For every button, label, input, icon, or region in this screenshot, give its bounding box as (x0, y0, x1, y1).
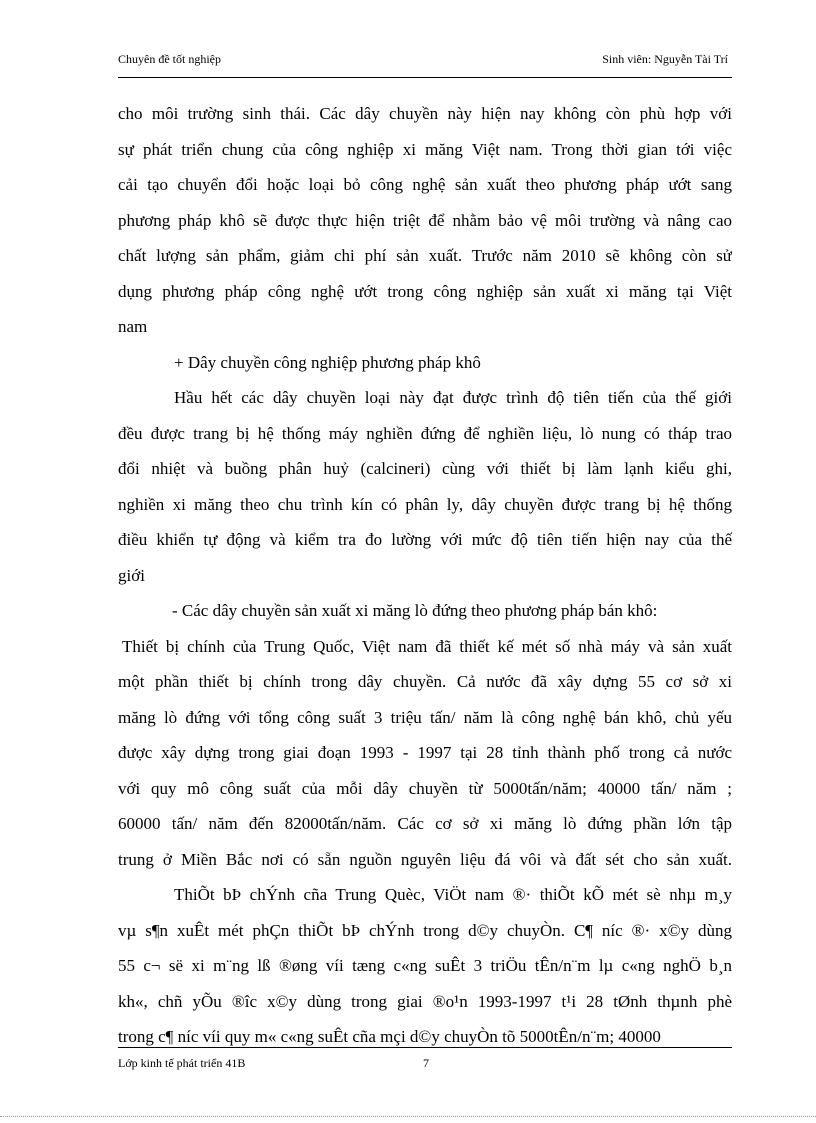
text-line: được xây dựng trong giai đoạn 1993 - 1997 tại 28 tỉnh thành phố trong cả nước (118, 743, 732, 762)
text-line: trung ở Miền Bắc nơi có sẵn nguồn nguyên liệu đá vôi và đất sét cho sản xuất. (118, 849, 732, 869)
header-student-name: Sinh viên: Nguyễn Tài Trí (602, 52, 728, 66)
footer-class-name: Lớp kinh tế phát triển 41B (118, 1056, 246, 1070)
text-line: điều khiển tự động và kiểm tra đo lường với mức độ tiên tiến hiện nay của thế (118, 530, 732, 549)
text-line: 60000 tấn/ năm đến 82000tấn/năm. Các cơ sở xi măng lò đứng phần lớn tập (118, 814, 732, 833)
text-line: + Dây chuyền công nghiệp phương pháp khô (174, 352, 481, 372)
text-line: trong c¶ níc víi quy m« c«ng suÊt cña mçi d©y chuyÒn tõ 5000tÊn/n¨m; 40000 (118, 1027, 661, 1046)
text-line: nghiền xi măng theo chu trình kín có phân ly, dây chuyền được trang bị hệ thống (118, 494, 732, 514)
footer-rule (118, 1047, 732, 1048)
text-line: một phần thiết bị chính trong dây chuyền. Cả nước đã xây dựng 55 cơ sở xi (118, 672, 732, 691)
text-line: Thiết bị chính của Trung Quốc, Việt nam đã thiết kế mét số nhà máy và sản xuất (122, 636, 732, 656)
text-line: nam (118, 317, 148, 336)
document-body (118, 96, 732, 1055)
text-line: vµ s¶n xuÊt mét phÇn thiÕt bÞ chÝnh trong d©y chuyÒn. C¶ níc ®· x©y dùng (118, 920, 732, 940)
text-line: kh«, chñ yÕu ®îc x©y dùng trong giai ®o¹n 1993-1997 t¹i 28 tØnh thµnh phè (118, 991, 732, 1011)
page-header (118, 52, 732, 74)
text-line: ThiÕt bÞ chÝnh cña Trung Quèc, ViÖt nam ®· thiÕt kÕ mét sè nhµ m¸y (174, 885, 732, 904)
text-line: dụng phương pháp công nghệ ướt trong công nghiệp sản xuất xi măng tại Việt (118, 281, 732, 301)
text-line: đổi nhiệt và buồng phân huỷ (calcineri) cùng với thiết bị làm lạnh kiểu ghi, (118, 459, 732, 478)
text-line: sự phát triển chung của công nghiệp xi măng Việt nam. Trong thời gian tới việc (118, 139, 732, 159)
text-line: - Các dây chuyền sản xuất xi măng lò đứng theo phương pháp bán khô: (172, 601, 658, 620)
text-line: Hầu hết các dây chuyền loại này đạt được trình độ tiên tiến của thế giới (174, 388, 732, 407)
text-line: măng lò đứng với tổng công suất 3 triệu tấn/ năm là công nghệ bán khô, chủ yếu (118, 707, 732, 727)
text-line: phương pháp khô sẽ được thực hiện triệt để nhằm bảo vệ môi trường và nâng cao (118, 210, 732, 230)
text-line: với quy mô công suất của mỗi dây chuyền từ 5000tấn/năm; 40000 tấn/ năm ; (118, 778, 732, 798)
header-rule (118, 77, 732, 78)
page-number: 7 (423, 1056, 429, 1070)
text-line: cho môi trường sinh thái. Các dây chuyền này hiện nay không còn phù hợp với (118, 104, 732, 123)
header-course-title: Chuyên đề tốt nghiệp (118, 52, 221, 66)
text-line: đều được trang bị hệ thống máy nghiền đứng để nghiền liệu, lò nung có tháp trao (118, 423, 732, 443)
text-line: cải tạo chuyển đổi hoặc loại bỏ công nghệ sản xuất theo phương pháp ướt sang (118, 175, 732, 194)
text-line: 55 c¬ së xi m¨ng lß ®øng víi tæng c«ng suÊt 3 triÖu tÊn/n¨m lµ c«ng nghÖ b¸n (118, 956, 732, 975)
text-line: chất lượng sản phẩm, giảm chi phí sản xuất. Trước năm 2010 sẽ không còn sử (118, 246, 732, 265)
text-line: giới (118, 565, 145, 585)
page-edge-divider (0, 1116, 816, 1117)
